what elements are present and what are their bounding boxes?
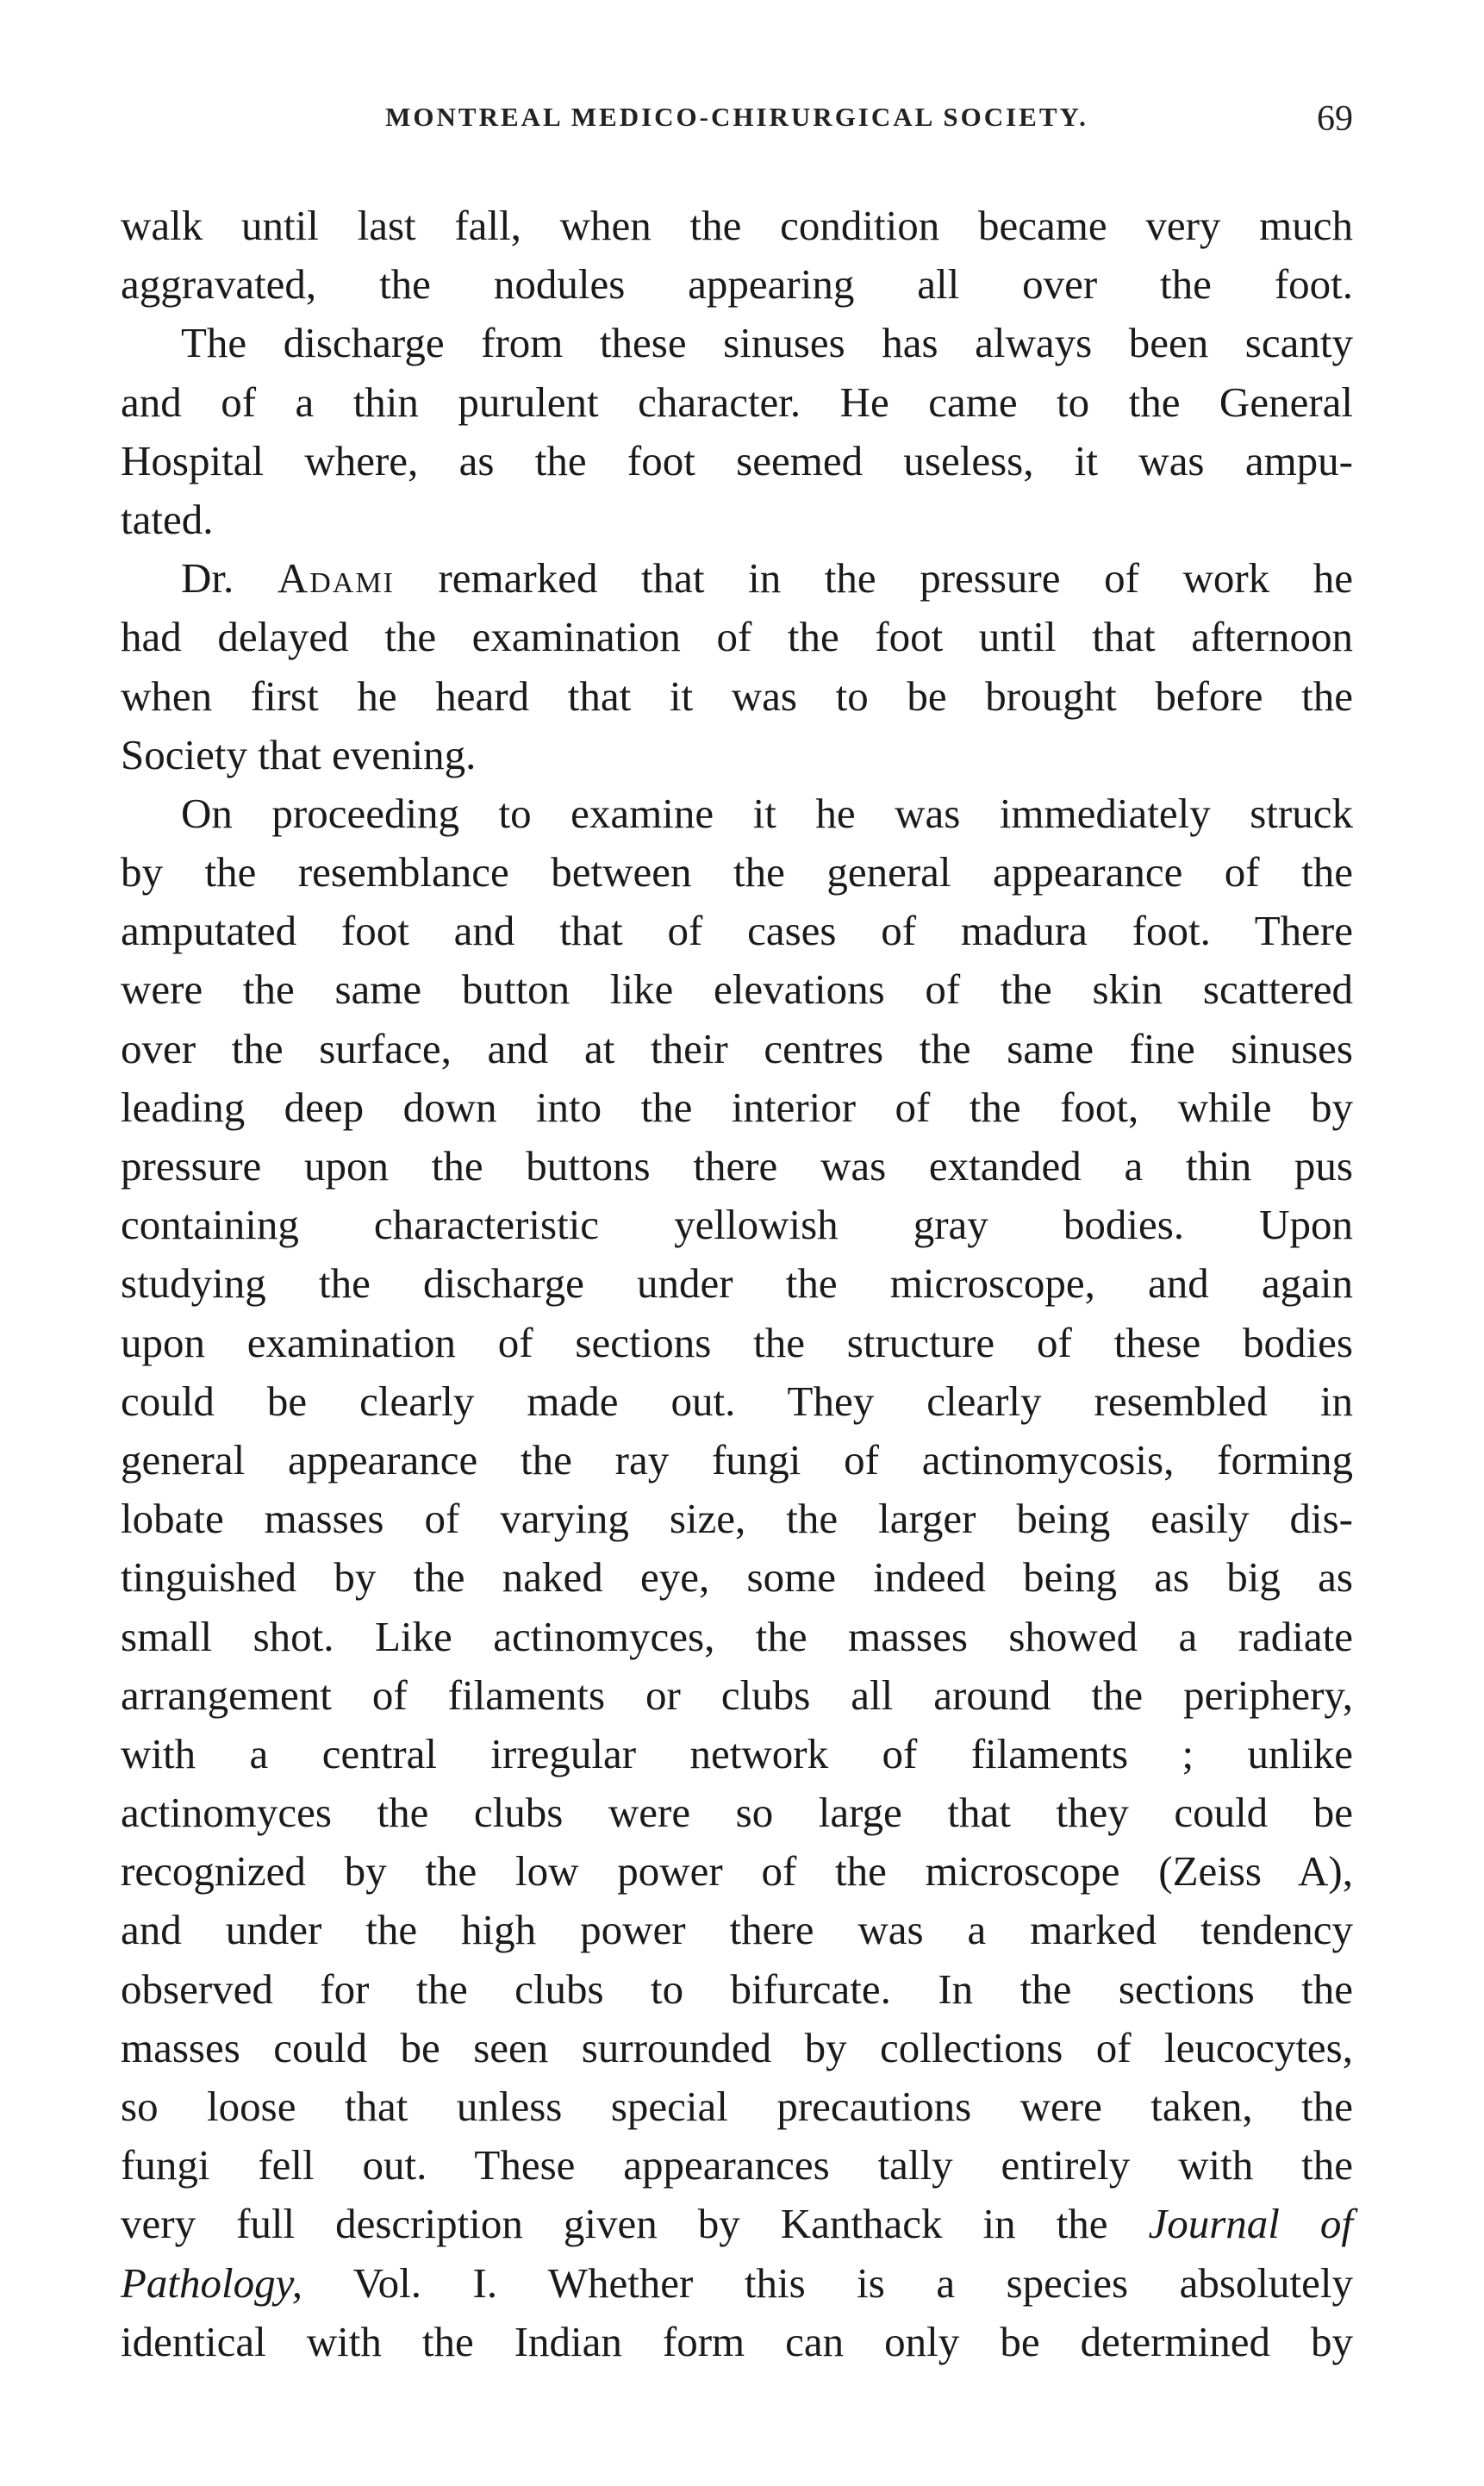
text-line: fungi fell out. These appearances tally entirely with the [121,2141,1353,2189]
text-line: when first he heard that it was to be brought before the [121,671,1353,720]
text-fragment: remarked that in the pressure of work he [394,554,1353,603]
text-line [121,2254,1353,2313]
text-line [121,2195,1353,2253]
text-line: Hospital where, as the foot seemed useless, it was ampu- [121,436,1353,484]
text-line: tated. [121,495,214,543]
text-fragment: Vol. I. Whether this is a species absolutely [302,2258,1353,2307]
text-line: by the resemblance between the general appearance of the [121,848,1353,896]
text-line: observed for the clubs to bifurcate. In the sections the [121,1964,1353,2013]
text-line: over the surface, and at their centres the same fine sinuses [121,1024,1353,1072]
page-number: 69 [1317,99,1353,139]
text-line: with a central irregular network of filaments ; unlike [121,1729,1353,1777]
text-line: were the same button like elevations of the skin scattered [121,965,1353,1014]
text-line: tinguished by the naked eye, some indeed being as big as [121,1553,1353,1602]
text-fragment: Dr. [181,554,277,603]
text-line: masses could be seen surrounded by collections of leucocytes, [121,2023,1353,2071]
text-line: Society that evening. [121,730,477,778]
text-fragment: very full description given by Kanthack in the [121,2200,1149,2248]
text-line: upon examination of sections the structure of these bodies [121,1318,1353,1366]
text-line: could be clearly made out. They clearly resembled in [121,1377,1353,1425]
journal-title-fragment: Journal of [1148,2200,1354,2248]
running-title: MONTREAL MEDICO-CHIRURGICAL SOCIETY. [385,102,1088,132]
text-line: recognized by the low power of the microscope (Zeiss A), [121,1847,1353,1896]
text-line: lobate masses of varying size, the larger being easily dis- [121,1495,1353,1543]
text-line: On proceeding to examine it he was immediately struck [181,789,1353,837]
running-header [121,99,1353,153]
body-text [121,197,1353,2371]
text-line: studying the discharge under the microscope, and again [121,1259,1353,1308]
text-line: leading deep down into the interior of the foot, while by [121,1083,1353,1131]
text-line: arrangement of filaments or clubs all around the periphery, [121,1671,1353,1719]
text-line: so loose that unless special precautions were taken, the [121,2083,1353,2130]
text-line: walk until last fall, when the condition became very much [121,202,1353,249]
text-line: aggravated, the nodules appearing all over the foot. [121,260,1353,309]
text-line: containing characteristic yellowish gray bodies. Upon [121,1201,1353,1249]
text-line: pressure upon the buttons there was extanded a thin pus [121,1142,1353,1190]
text-line [121,549,1353,608]
text-line: general appearance the ray fungi of actinomycosis, forming [121,1435,1353,1483]
text-line: actinomyces the clubs were so large that they could be [121,1789,1353,1837]
text-line: amputated foot and that of cases of madura foot. There [121,907,1353,955]
text-line: The discharge from these sinuses has always been scanty [181,319,1353,367]
text-line: small shot. Like actinomyces, the masses showed a radiate [121,1612,1353,1660]
text-line: and of a thin purulent character. He came to the General [121,378,1353,426]
text-line: identical with the Indian form can only be determined by [121,2317,1353,2365]
text-line: had delayed the examination of the foot until that afternoon [121,613,1353,661]
text-line: and under the high power there was a marked tendency [121,1906,1353,1954]
speaker-name: Adami [277,554,395,603]
journal-title-fragment: Pathology, [121,2258,302,2307]
